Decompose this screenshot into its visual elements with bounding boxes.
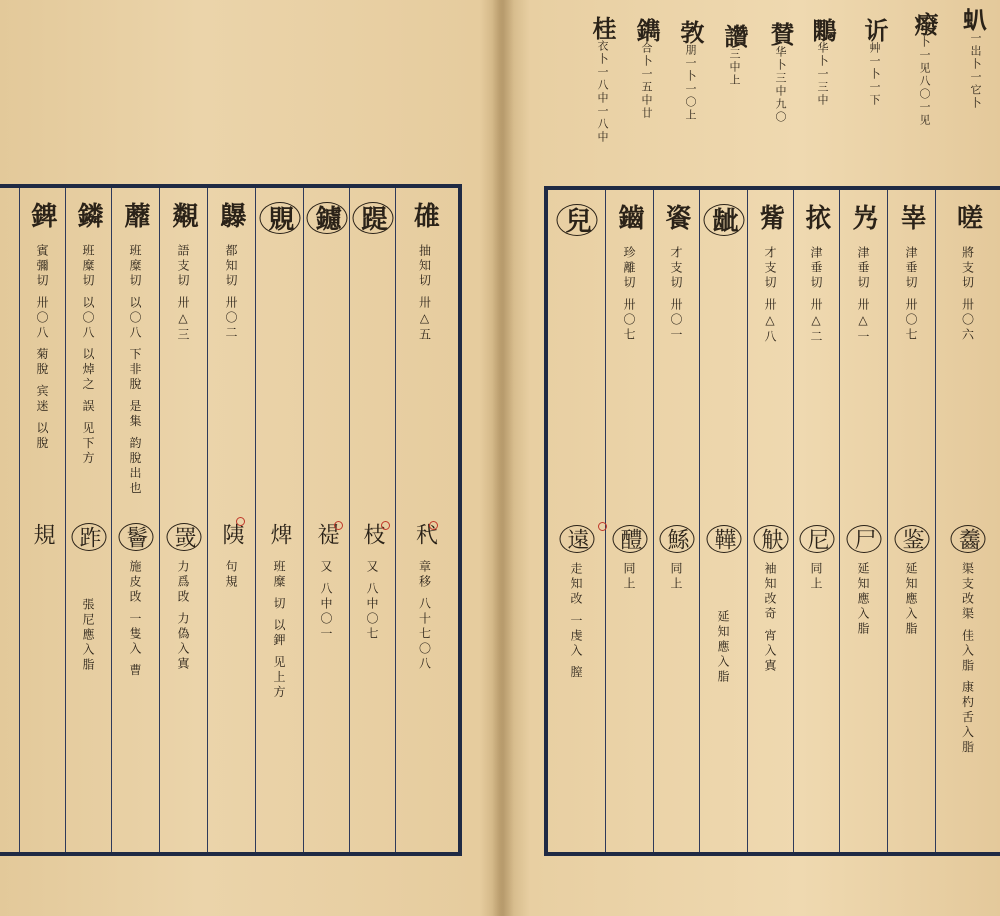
right-column: 峷 津垂切 卅〇七 鉴 延知應入脂 — [888, 190, 936, 852]
top-note: 䜣艸一卜一下 — [860, 18, 889, 107]
left-column: 䧺 抽知切 卅△五 䄩 章移 八十七〇八 — [409, 202, 440, 672]
right-column: 兒 遠 走知改 一虔入 膣 — [548, 190, 606, 852]
left-page-table — [0, 184, 462, 856]
top-note: 賛华卜三中九〇 — [766, 22, 795, 124]
left-column: 蘼 班糜切 以〇八 下非脫 是集 韵脫出也 鬠 施皮攺 一隻入 曹 — [112, 188, 160, 852]
left-column: 鸔 都知切 卅〇二 䧅 句規 — [208, 188, 256, 852]
right-column: 餈 才支切 卅〇一 鯀 同上 — [654, 190, 700, 852]
right-column: 嗟 將支切 卅〇六 齹 渠支改渠 佳入脂 康杓舌入脂 — [936, 190, 1000, 852]
top-note: 癈卜一见八〇一见 — [910, 12, 939, 127]
red-mark — [236, 517, 245, 526]
margin-column — [0, 188, 20, 852]
top-note: 桂衣卜一八中一八中 — [588, 16, 617, 144]
right-page-table — [544, 186, 1000, 856]
right-column: 觜 才支切 卅△八 觖 袖知改奇 宵入寘 — [748, 190, 794, 852]
right-column: 龇 鞾 延知應入脂 — [700, 190, 748, 852]
right-column: 㞧 津垂切 卅△一 尸 延知應入脂 — [840, 190, 888, 852]
red-mark — [381, 521, 390, 530]
top-margin-notes — [560, 8, 990, 178]
left-column: 踶 枝 又 八中〇七 — [350, 188, 396, 852]
book-gutter — [492, 0, 514, 916]
left-column: 䚏 語支切 卅△三 罭 力爲攺 力偽入寘 — [160, 188, 208, 852]
top-note: 㪍朋一卜一〇上 — [676, 20, 705, 122]
top-note: 鷴华卜一三中 — [808, 18, 837, 107]
red-mark — [334, 521, 343, 530]
top-note: 𧈢一岀卜一它卜 — [961, 8, 990, 110]
left-column: 鑢 禔 又 八中〇一 — [304, 188, 350, 852]
left-column: 鏻 班糜切 以〇八 以焯之 誤 见下方 䟭 張尼應入脂 — [66, 188, 112, 852]
red-mark — [598, 522, 607, 531]
right-column: 挔 津垂切 卅△二 尼 同上 — [794, 190, 840, 852]
top-note: 讚三中上 — [720, 24, 749, 87]
top-note: 鐫合卜一五中廿 — [632, 18, 661, 120]
red-mark — [429, 521, 438, 530]
left-column: 覞 焷 班糜 切 以鉀 见上方 — [256, 188, 304, 852]
left-column: 錍 賓彌切 卅〇八 菊脫 宾迷 以脫 規 — [20, 188, 66, 852]
right-column: 鑡 珍離切 卅〇七 醴 同上 — [606, 190, 654, 852]
